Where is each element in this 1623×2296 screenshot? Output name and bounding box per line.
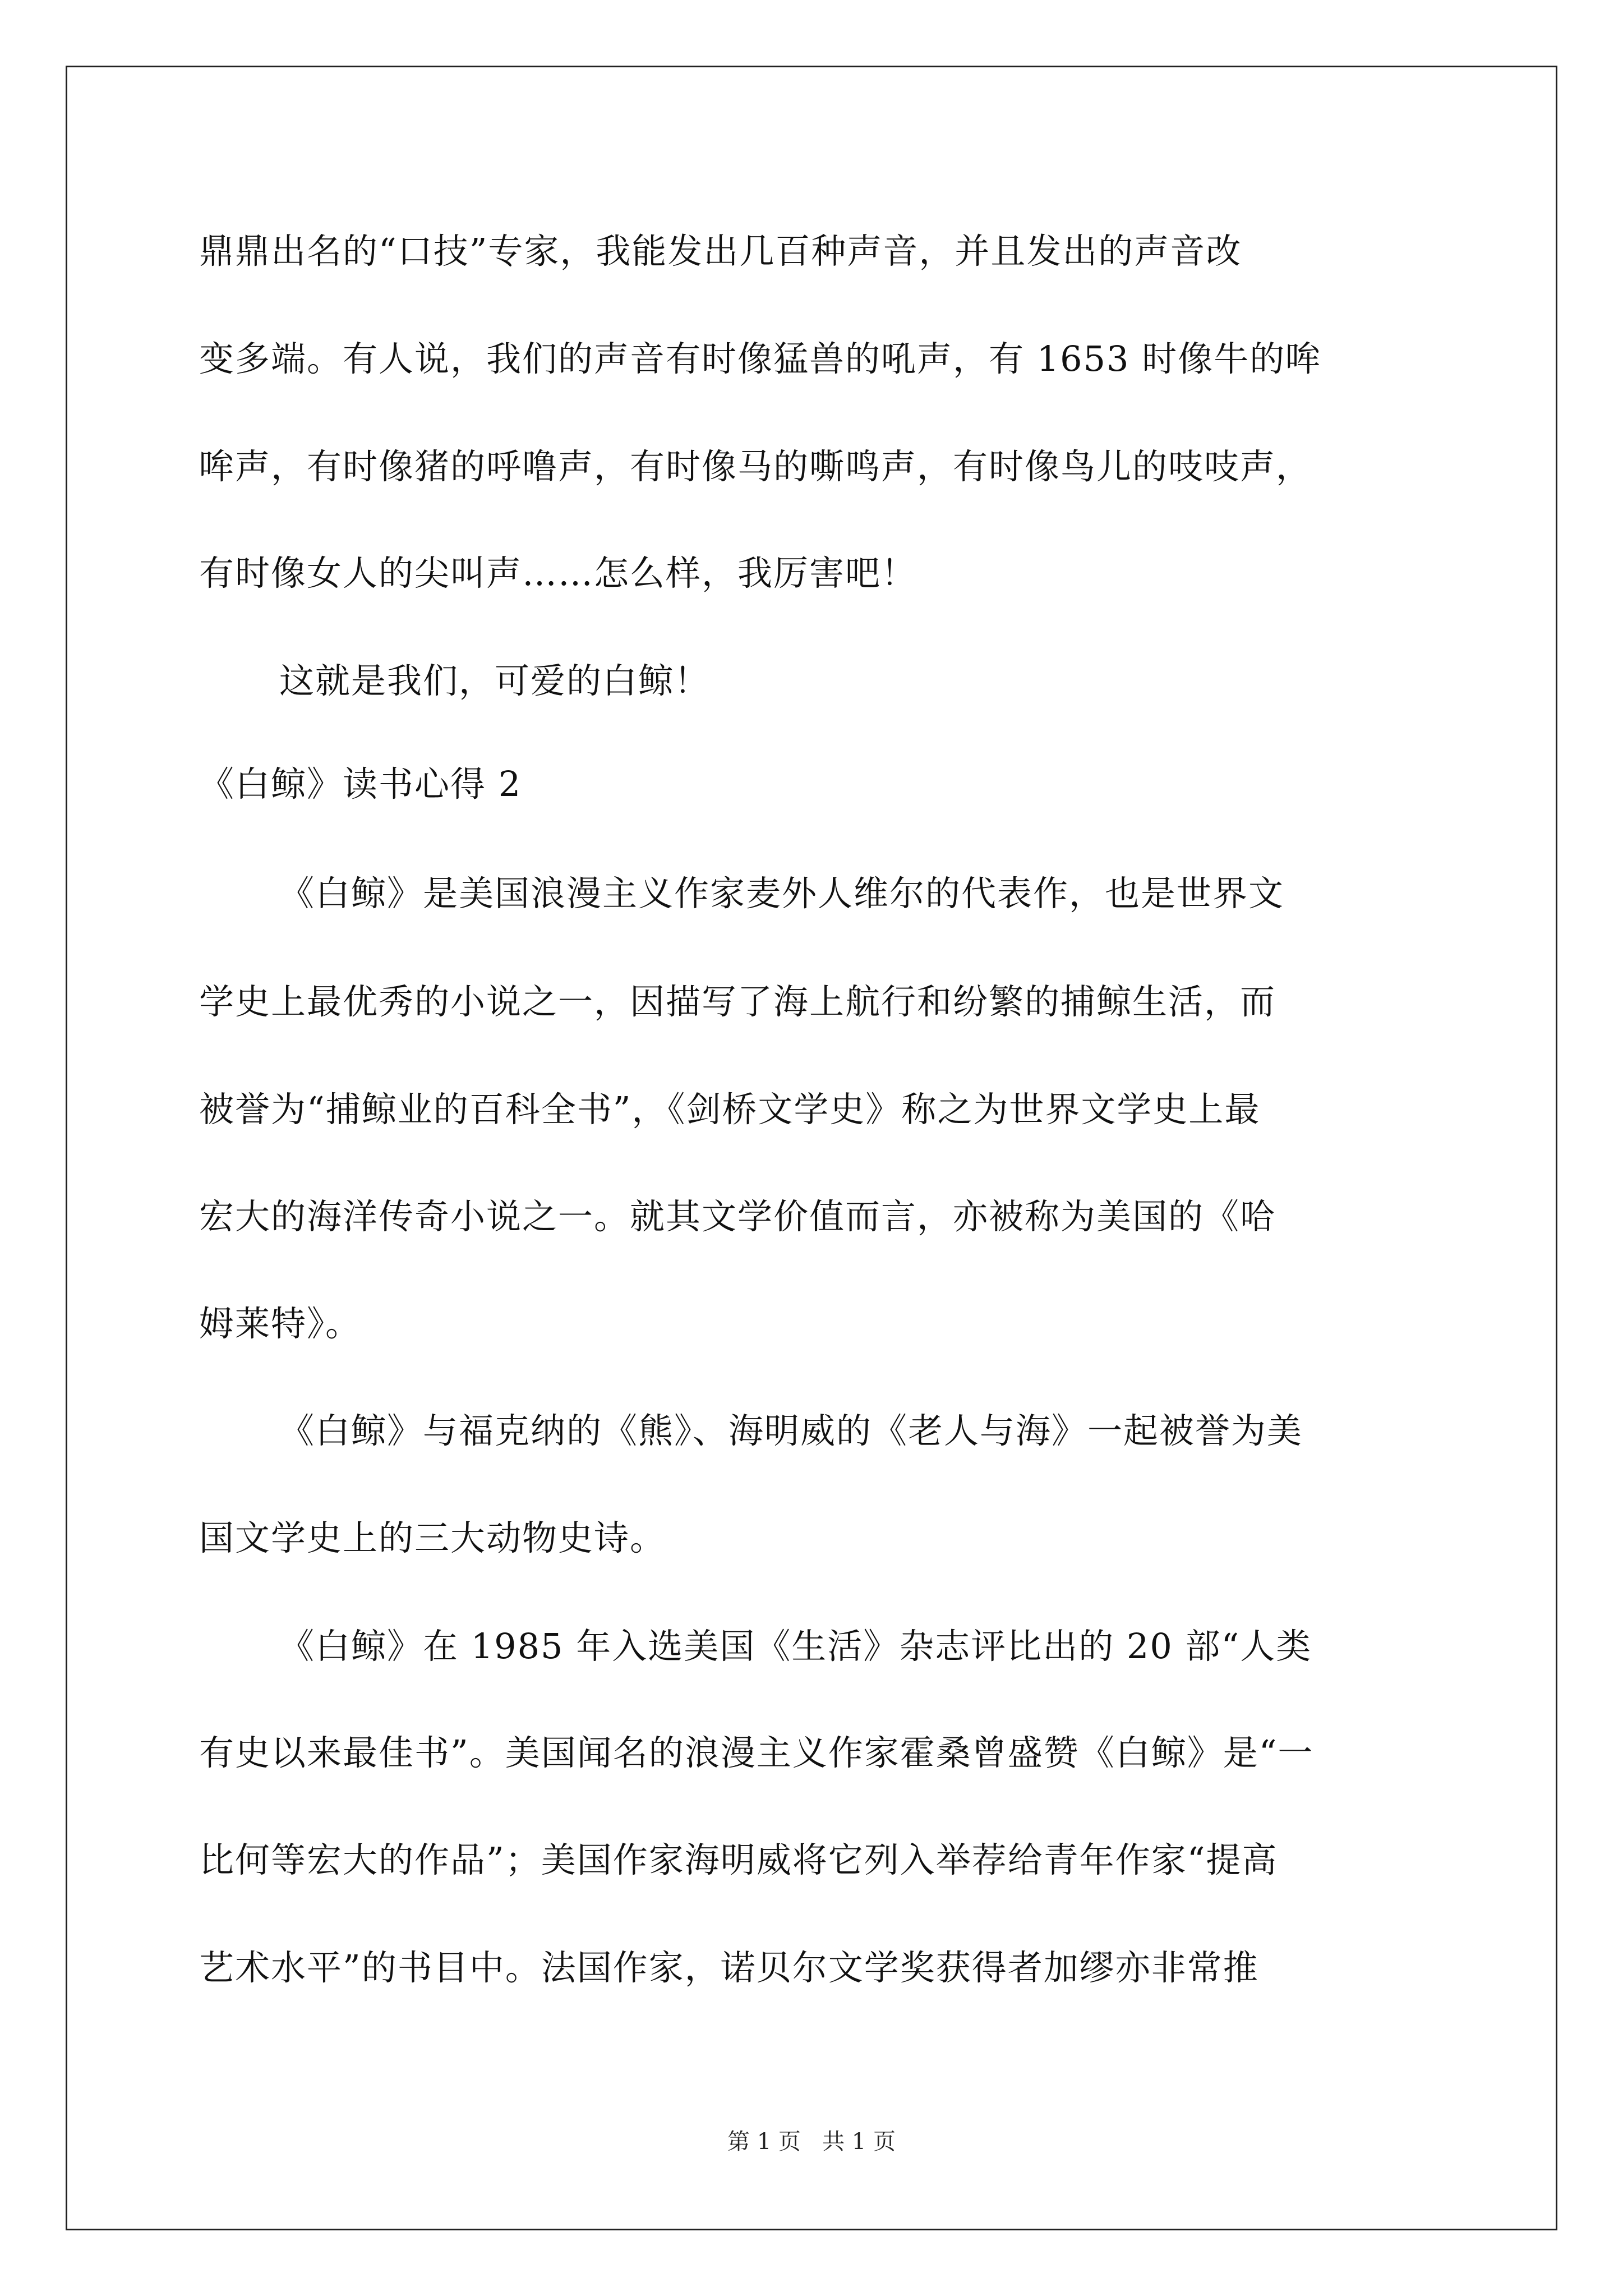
- text-line: 宏大的海洋传奇小说之一。就其文学价值而言，亦被称为美国的《哈: [199, 1196, 1276, 1237]
- text-line: 《白鲸》在 1985 年入选美国《生活》杂志评比出的 20 部“人类: [279, 1626, 1312, 1667]
- text-line: 变多端。有人说，我们的声音有时像猛兽的吼声，有 1653 时像牛的哞: [199, 338, 1322, 379]
- text-line: 有时像女人的尖叫声……怎么样，我厉害吧！: [199, 553, 917, 593]
- text-line: 姆莱特》。: [199, 1303, 362, 1344]
- text-line: 学史上最优秀的小说之一，因描写了海上航行和纷繁的捕鲸生活，而: [199, 981, 1276, 1022]
- text-line: 哞声，有时像猪的呼噜声，有时像马的嘶鸣声，有时像鸟儿的吱吱声，: [199, 446, 1312, 487]
- text-line: 《白鲸》与福克纳的《熊》、海明威的《老人与海》一起被誉为美: [279, 1410, 1303, 1451]
- text-line: 这就是我们，可爱的白鲸！: [279, 660, 711, 701]
- text-line: 国文学史上的三大动物史诗。: [199, 1517, 666, 1558]
- text-line: 被誉为“捕鲸业的百科全书”，《剑桥文学史》称之为世界文学史上最: [199, 1089, 1261, 1130]
- page-footer: 第 1 页 共 1 页: [727, 2129, 896, 2155]
- section-heading: 《白鲸》读书心得 2: [199, 763, 522, 804]
- text-line: 有史以来最佳书”。美国闻名的浪漫主义作家霍桑曾盛赞《白鲸》是“一: [199, 1732, 1314, 1773]
- text-line: 比何等宏大的作品”；美国作家海明威将它列入举荐给青年作家“提高: [199, 1839, 1278, 1880]
- text-line: 《白鲸》是美国浪漫主义作家麦外人维尔的代表作，也是世界文: [279, 873, 1285, 914]
- text-line: 鼎鼎出名的“口技”专家，我能发出几百种声音，并且发出的声音改: [199, 231, 1242, 272]
- page-border: [66, 66, 1557, 2230]
- text-line: 艺术水平”的书目中。法国作家，诺贝尔文学奖获得者加缪亦非常推: [199, 1947, 1259, 1988]
